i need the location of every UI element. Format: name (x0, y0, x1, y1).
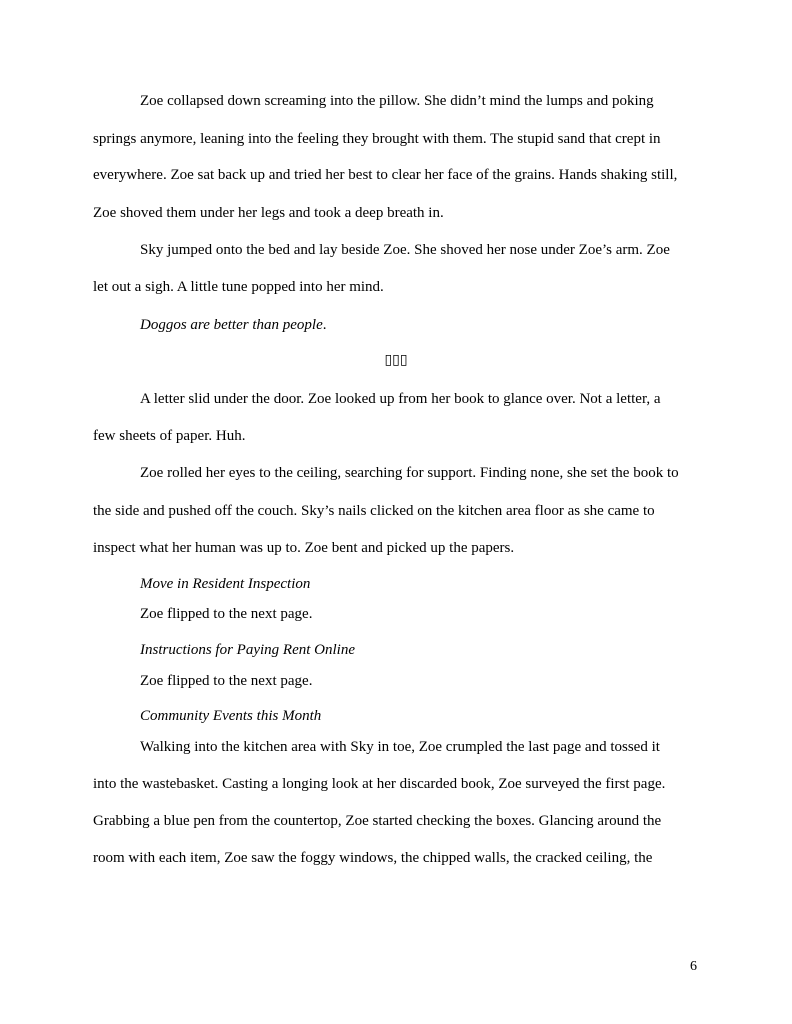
paragraph-line: Zoe collapsed down screaming into the pillow. She didn’t mind the lumps and poking (140, 93, 654, 109)
italic-thought-period: . (322, 317, 327, 333)
paragraph-line: A letter slid under the door. Zoe looked up from her book to glance over. Not a letter, a (140, 391, 661, 407)
paragraph-line: Zoe flipped to the next page. (140, 673, 313, 689)
document-heading: Instructions for Paying Rent Online (140, 642, 355, 658)
paragraph-line: into the wastebasket. Casting a longing look at her discarded book, Zoe surveyed the first page. (93, 776, 666, 792)
paragraph-line: let out a sigh. A little tune popped into her mind. (93, 279, 384, 295)
paragraph-line: Zoe flipped to the next page. (140, 606, 313, 622)
scene-break: ▯▯▯ (384, 353, 408, 368)
italic-thought-line (140, 318, 327, 333)
paragraph-line: springs anymore, leaning into the feeling they brought with them. The stupid sand that crept in (93, 131, 661, 147)
paragraph-line: Walking into the kitchen area with Sky in toe, Zoe crumpled the last page and tossed it (140, 739, 660, 755)
paragraph-line: everywhere. Zoe sat back up and tried her best to clear her face of the grains. Hands shaking still, (93, 167, 678, 183)
paragraph-line: inspect what her human was up to. Zoe bent and picked up the papers. (93, 540, 515, 556)
document-heading: Community Events this Month (140, 708, 322, 724)
document-heading: Move in Resident Inspection (140, 576, 311, 592)
paragraph-line: Sky jumped onto the bed and lay beside Zoe. She shoved her nose under Zoe’s arm. Zoe (140, 242, 670, 258)
paragraph-line: Zoe shoved them under her legs and took a deep breath in. (93, 205, 444, 221)
paragraph-line: Grabbing a blue pen from the countertop, Zoe started checking the boxes. Glancing around the (93, 813, 662, 829)
paragraph-line: Zoe rolled her eyes to the ceiling, searching for support. Finding none, she set the book to (140, 465, 679, 481)
paragraph-line: room with each item, Zoe saw the foggy windows, the chipped walls, the cracked ceiling, the (93, 850, 653, 866)
paragraph-line: few sheets of paper. Huh. (93, 428, 246, 444)
page-number: 6 (690, 959, 697, 974)
paragraph-line: the side and pushed off the couch. Sky’s nails clicked on the kitchen area floor as she came to (93, 503, 655, 519)
italic-thought: Doggos are better than people (140, 317, 323, 333)
